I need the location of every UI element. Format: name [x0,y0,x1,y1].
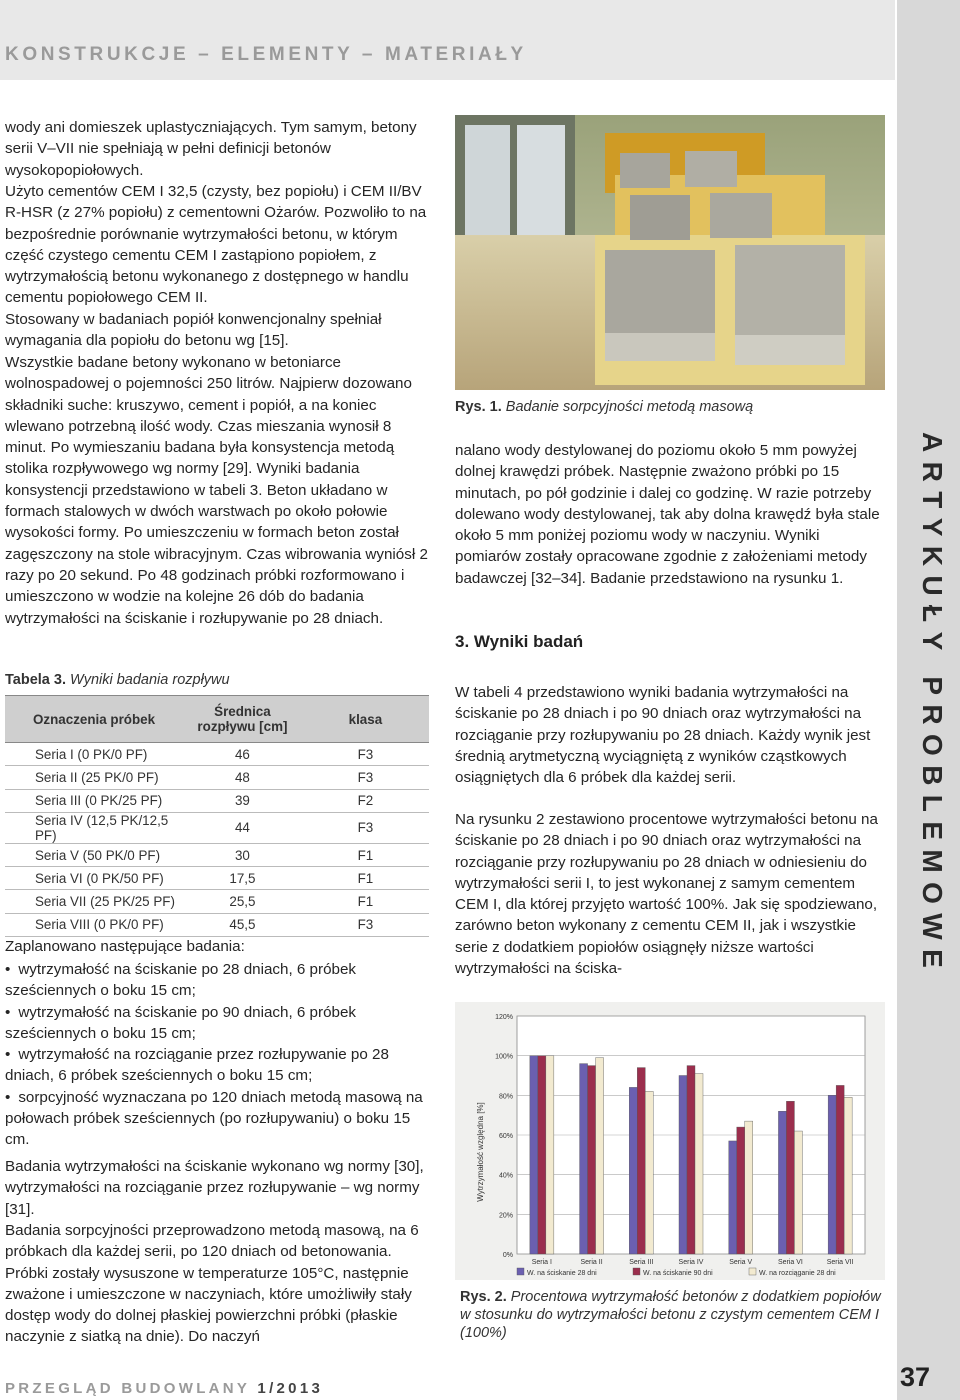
bar [745,1121,753,1254]
table-header-cell: Oznaczenia próbek [5,696,183,743]
col2-para-1: nalano wody destylowanej do poziomu około 5 mm powyżej dolnej krawędzi próbek. Następnie zważono próbki po 15 minutach, po pół godzinie i dalej co godzinę. W razie potrzeby dolewano wody destylowanej, tak aby dolna krawędź była stale około 5 mm poniżej poziomu wody w naczyniu. Wyniki pomiarów zostały opracowane zgodnie z założeniami metody badawczej [32–34]. Badanie przedstawiono na rysunku 1. [455,442,880,587]
col2-para-3: Na rysunku 2 zestawiono procentowe wytrzymałości betonu na ściskanie po 28 dniach i po 90 dniach oraz wytrzymałości na rozciąganie przy rozłupywaniu po 28 dniach w odniesieniu do wytrzymałości serii I, to jest wykonanej z samym cementem CEM I, dla której przyjęto wartość 100%. Jak się spodziewano, zarówno beton wykonany z cementu CEM II, jak i wszystkie serie z dodatkiem popiołów osiągnęły niższe wartości wytrzymałości na ściska- [455,811,878,978]
list-item: • wytrzymałość na ściskanie po 28 dniach, 6 próbek sześciennych o boku 15 cm; [5,961,356,1000]
bar [645,1091,653,1254]
bar [580,1064,588,1254]
table-caption-label: Tabela 3. [5,672,66,688]
sidebar-label: ARTYKUŁY PROBLEMOWE [917,432,948,978]
col1-para-3: Stosowany w badaniach popiół konwencjonalny spełniał wymagania dla popiołu do betonu wg [15]. [5,311,382,350]
y-tick-label: 100% [495,1053,513,1061]
section-header-title: KONSTRUKCJE – ELEMENTY – MATERIAŁY [5,44,527,65]
x-tick-label: Seria III [629,1259,654,1266]
list-item-text: wytrzymałość na ściskanie po 90 dniach, 6 próbek sześciennych o boku 15 cm; [5,1003,356,1042]
x-tick-label: Seria V [729,1259,753,1266]
list-item-text: sorpcyjność wyznaczana po 120 dniach metodą masową na połowach próbek sześciennych (po rozłupywaniu) o boku 15 cm. [5,1088,423,1149]
table-cell: 39 [183,789,302,812]
table-cell: F3 [302,913,429,936]
table-cell: F1 [302,867,429,890]
table-caption-text: Wyniki badania rozpływu [65,672,230,688]
page-number: 37 [900,1362,931,1392]
test-list [5,959,430,1151]
y-tick-label: 80% [498,1093,513,1101]
legend-swatch [633,1268,640,1275]
table-cell: Seria II (25 PK/0 PF) [5,766,183,789]
list-item-text: wytrzymałość na rozciąganie przez rozłupywanie po 28 dniach, 6 próbek sześciennych o boku 15 cm; [5,1046,389,1085]
table-cell: 30 [183,843,302,866]
table-cell: F3 [302,812,429,843]
bar [737,1127,745,1254]
bar [828,1095,836,1254]
list-item: • wytrzymałość na rozciąganie przez rozłupywanie po 28 dniach, 6 próbek sześciennych o boku 15 cm; [5,1046,389,1085]
list-item-text: wytrzymałość na ściskanie po 28 dniach, 6 próbek sześciennych o boku 15 cm; [5,961,356,1000]
table-cell: Seria I (0 PK/0 PF) [5,743,183,766]
table-row [5,743,429,766]
table-cell: 44 [183,812,302,843]
bar [637,1068,645,1254]
bar [596,1058,604,1254]
bar [679,1076,687,1255]
legend-label: W. na rozciąganie 28 dni [759,1270,836,1277]
figure1-caption [455,399,753,415]
bar [844,1097,852,1254]
x-tick-label: Seria II [580,1259,603,1266]
table-header-row [5,696,429,743]
x-tick-label: Seria VI [777,1259,803,1266]
table-cell: 17,5 [183,867,302,890]
issue-number: 1/2013 [257,1380,324,1397]
section-heading: 3. Wyniki badań [455,632,584,651]
bar [530,1056,538,1254]
bar [695,1074,703,1254]
sorption-test-photo [455,115,885,390]
table-cell: Seria VI (0 PK/50 PF) [5,867,183,890]
table-cell: Seria VIII (0 PK/0 PF) [5,913,183,936]
list-item: • sorpcyjność wyznaczana po 120 dniach metodą masową na połowach próbek sześciennych (po rozłupywaniu) o boku 15 cm. [5,1088,423,1149]
x-tick-label: Seria IV [678,1259,704,1266]
bar [538,1056,546,1254]
bar [794,1131,802,1254]
plan-intro: Zaplanowano następujące badania: [5,938,245,955]
journal-name: PRZEGLĄD BUDOWLANY [5,1380,250,1397]
legend-label: W. na ściskanie 28 dni [527,1270,597,1277]
table-cell: 25,5 [183,890,302,913]
figure1-text: Badanie sorpcyjności metodą masową [501,399,754,415]
relative-strength-chart [455,1002,885,1280]
table-cell: Seria V (50 PK/0 PF) [5,843,183,866]
col1-para-5: Badania wytrzymałości na ściskanie wykonano wg normy [30], wytrzymałości na rozciąganie przez rozłupywanie – wg normy [31]. [5,1158,424,1218]
bar [786,1101,794,1254]
table-cell: 46 [183,743,302,766]
figure1-label: Rys. 1. [455,399,502,415]
table-cell: F1 [302,890,429,913]
y-tick-label: 120% [495,1014,513,1021]
table-cell: F2 [302,789,429,812]
footer-journal [5,1380,323,1397]
table-caption [5,672,230,688]
table-cell: Seria III (0 PK/25 PF) [5,789,183,812]
table-row [5,867,429,890]
x-tick-label: Seria I [531,1259,552,1266]
bar [836,1085,844,1254]
col1-para-4: Wszystkie badane betony wykonano w betoniarce wolnospadowej o pojemności 250 litrów. Najpierw dozowano składniki suche: kruszywo, cement i popiół, a na koniec wlewano potrzebną ilość wody. Czas mieszania wynosił 8 minut. Po wymieszaniu badana była konsystencja metodą stolika rozpływowego wg normy [29]. Wyniki badania konsystencji przedstawiono w tabeli 3. Beton układano w formach stalowych w dwóch warstwach po około połowie wysokości formy. Po umieszczeniu w formach beton został zagęszczony na stole wibracyjnym. Czas wibrowania wyniósł 2 razy po 20 sekund. Po 48 godzinach próbki rozformowano i umieszczono w wodzie na kolejne 26 dób do badania wytrzymałości na ściskanie i rozłupywanie po 28 dniach. [5,354,428,627]
table-row [5,913,429,936]
bar [687,1066,695,1254]
bar [546,1056,554,1254]
table-cell: 48 [183,766,302,789]
bar [588,1066,596,1254]
table-cell: F3 [302,766,429,789]
figure2-label: Rys. 2. [460,1289,507,1305]
bar [729,1141,737,1254]
table-cell: Seria VII (25 PK/25 PF) [5,890,183,913]
table-flow-results [5,695,429,937]
bar [629,1087,637,1254]
table-cell: Seria IV (12,5 PK/12,5 PF) [5,812,183,843]
col1-para-1: wody ani domieszek uplastyczniających. Tym samym, betony serii V–VII nie spełniają w pełni definicji betonów wysokopopiołowych. [5,119,417,179]
table-row [5,843,429,866]
table-cell: 45,5 [183,913,302,936]
table-cell: F1 [302,843,429,866]
legend-swatch [749,1268,756,1275]
col1-para-2: Użyto cementów CEM I 32,5 (czysty, bez popiołu) i CEM II/BV R-HSR (z 27% popiołu) z cementowni Ożarów. Pozwoliło to na bezpośrednie porównanie wytrzymałości betonu, w którym część czystego cementu CEM I zastąpiono popiołem, z wytrzymałością betonu wykonanego z dostępnego w handlu cementu popiołowego CEM II. [5,183,427,307]
col2-para-2: W tabeli 4 przedstawiono wyniki badania wytrzymałości na ściskanie po 28 dniach i po 90 dniach oraz wytrzymałości na rozciąganie przy rozłupywaniu po 28 dniach. Każdy wynik jest średnią arytmetyczną wyciągniętą z wyników cząstkowych osiągniętych dla 6 próbek dla każdej serii. [455,684,871,787]
page-header [0,0,895,80]
col1-para-6: Badania sorpcyjności przeprowadzono metodą masową, na 6 próbkach dla każdej serii, po 120 dniach od betonowania. Próbki zostały wysuszone w temperaturze 105°C, następnie zważone i umieszczone w naczyniach, które umożliwiły stały dostęp wody do dolnej płaskiej powierzchni próbki (płaskie naczynie z siatką na dnie). Do naczyń [5,1222,419,1346]
table-row [5,890,429,913]
table-row [5,789,429,812]
figure2-caption [460,1288,885,1342]
table-row [5,766,429,789]
table-header-cell: klasa [302,696,429,743]
list-item: • wytrzymałość na ściskanie po 90 dniach, 6 próbek sześciennych o boku 15 cm; [5,1003,356,1042]
legend-swatch [517,1268,524,1275]
table-cell: F3 [302,743,429,766]
chart-container [455,1002,885,1280]
figure2-text: Procentowa wytrzymałość betonów z dodatkiem popiołów w stosunku do wytrzymałości betonu z czystym cementem CEM I (100%) [460,1289,881,1341]
bar [778,1111,786,1254]
y-tick-label: 20% [498,1212,513,1220]
table-header-cell: Średnica rozpływu [cm] [183,696,302,743]
y-tick-label: 60% [498,1133,513,1140]
y-tick-label: 40% [498,1172,513,1180]
legend-label: W. na ściskanie 90 dni [643,1270,713,1277]
y-tick-label: 0% [502,1252,513,1259]
table-row [5,812,429,843]
x-tick-label: Seria VII [826,1259,854,1266]
chart-y-axis-label: Wytrzymałość względna [%] [476,1102,485,1202]
